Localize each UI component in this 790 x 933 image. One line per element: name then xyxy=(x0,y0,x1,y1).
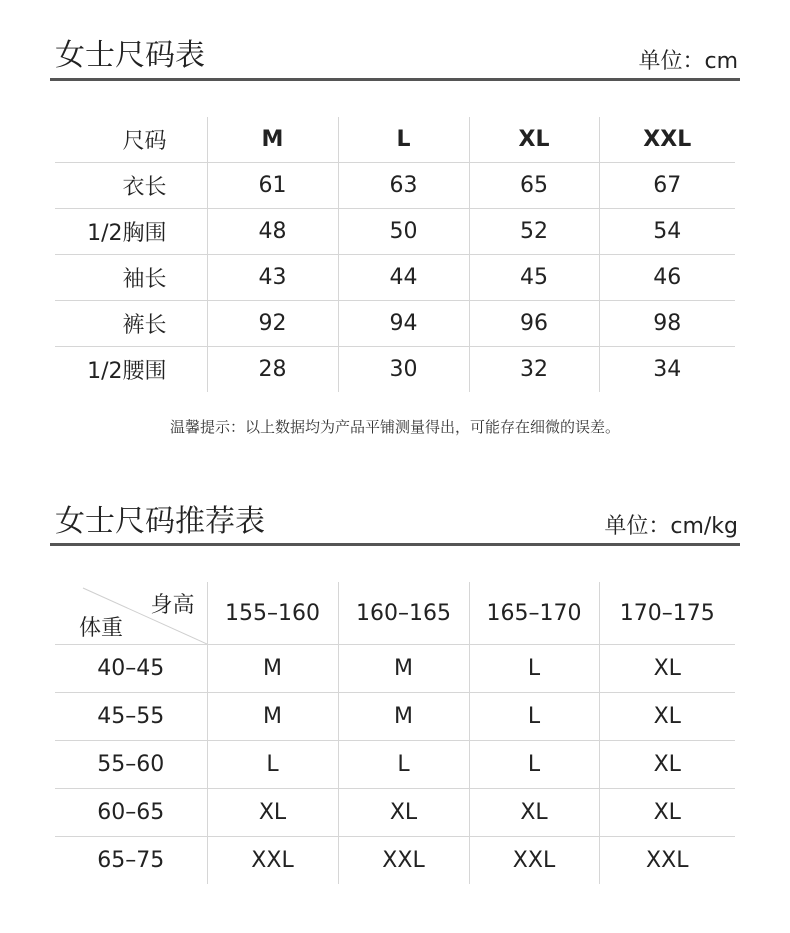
table-cell: L xyxy=(469,741,599,789)
size-header-cell: XXL xyxy=(599,117,735,163)
table-cell: M xyxy=(207,693,338,741)
table-cell: XL xyxy=(599,693,735,741)
table-cell: XL xyxy=(338,789,469,837)
table-cell: 45 xyxy=(469,255,599,301)
table-cell: 44 xyxy=(338,255,469,301)
corner-cell xyxy=(55,582,207,645)
table-cell: XL xyxy=(599,645,735,693)
table-cell: XXL xyxy=(207,837,338,885)
table-cell: M xyxy=(338,693,469,741)
table-cell: 28 xyxy=(207,347,338,393)
table-cell: 34 xyxy=(599,347,735,393)
table-row xyxy=(55,741,735,789)
table-cell: M xyxy=(207,645,338,693)
height-axis-label: 身高 xyxy=(150,593,195,618)
size-header-cell: L xyxy=(338,117,469,163)
table-cell: XL xyxy=(599,741,735,789)
table-cell: 54 xyxy=(599,209,735,255)
height-header-cell: 165–170 xyxy=(469,582,599,645)
height-header-cell: 170–175 xyxy=(599,582,735,645)
recommend-header-row xyxy=(55,582,735,645)
recommend-chart-unit: 单位：cm/kg xyxy=(604,514,738,539)
table-cell: 67 xyxy=(599,163,735,209)
table-cell: 30 xyxy=(338,347,469,393)
table-cell: M xyxy=(338,645,469,693)
table-cell: 52 xyxy=(469,209,599,255)
row-label: 衣长 xyxy=(55,163,207,209)
table-cell: 92 xyxy=(207,301,338,347)
weight-label: 60–65 xyxy=(55,789,207,837)
size-chart-title: 女士尺码表 xyxy=(55,38,205,73)
table-cell: 61 xyxy=(207,163,338,209)
weight-label: 55–60 xyxy=(55,741,207,789)
table-row xyxy=(55,163,735,209)
recommend-chart-title: 女士尺码推荐表 xyxy=(55,504,265,539)
table-row xyxy=(55,301,735,347)
height-header-cell: 160–165 xyxy=(338,582,469,645)
table-cell: XXL xyxy=(338,837,469,885)
table-cell: 50 xyxy=(338,209,469,255)
recommend-chart-table xyxy=(55,582,735,884)
table-cell: L xyxy=(469,693,599,741)
table-row xyxy=(55,255,735,301)
table-cell: 32 xyxy=(469,347,599,393)
table-cell: 43 xyxy=(207,255,338,301)
table-cell: XL xyxy=(599,789,735,837)
size-header-cell: XL xyxy=(469,117,599,163)
table-cell: L xyxy=(338,741,469,789)
table-cell: XL xyxy=(207,789,338,837)
table-row xyxy=(55,837,735,885)
measurement-note: 温馨提示：以上数据均为产品平铺测量得出，可能存在细微的误差。 xyxy=(169,418,620,436)
table-row xyxy=(55,209,735,255)
size-header-cell: M xyxy=(207,117,338,163)
weight-label: 40–45 xyxy=(55,645,207,693)
table-cell: XXL xyxy=(599,837,735,885)
weight-label: 65–75 xyxy=(55,837,207,885)
table-cell: 98 xyxy=(599,301,735,347)
table-cell: XXL xyxy=(469,837,599,885)
table-cell: L xyxy=(207,741,338,789)
height-header-cell: 155–160 xyxy=(207,582,338,645)
size-header-label: 尺码 xyxy=(122,129,167,154)
weight-label: 45–55 xyxy=(55,693,207,741)
table-row xyxy=(55,693,735,741)
table-row xyxy=(55,347,735,393)
size-chart-header-row xyxy=(55,117,735,163)
row-label: 1/2腰围 xyxy=(55,347,207,393)
row-label: 1/2胸围 xyxy=(55,209,207,255)
weight-axis-label: 体重 xyxy=(79,616,124,641)
table-cell: 48 xyxy=(207,209,338,255)
table-cell: XL xyxy=(469,789,599,837)
table-cell: L xyxy=(469,645,599,693)
table-cell: 46 xyxy=(599,255,735,301)
row-label: 裤长 xyxy=(55,301,207,347)
row-label: 袖长 xyxy=(55,255,207,301)
size-chart-table xyxy=(55,117,735,392)
size-chart-divider xyxy=(50,78,740,81)
table-cell: 96 xyxy=(469,301,599,347)
table-cell: 94 xyxy=(338,301,469,347)
recommend-chart-divider xyxy=(50,543,740,546)
table-row xyxy=(55,645,735,693)
table-cell: 65 xyxy=(469,163,599,209)
size-chart-unit: 单位：cm xyxy=(638,49,738,74)
table-cell: 63 xyxy=(338,163,469,209)
table-row xyxy=(55,789,735,837)
